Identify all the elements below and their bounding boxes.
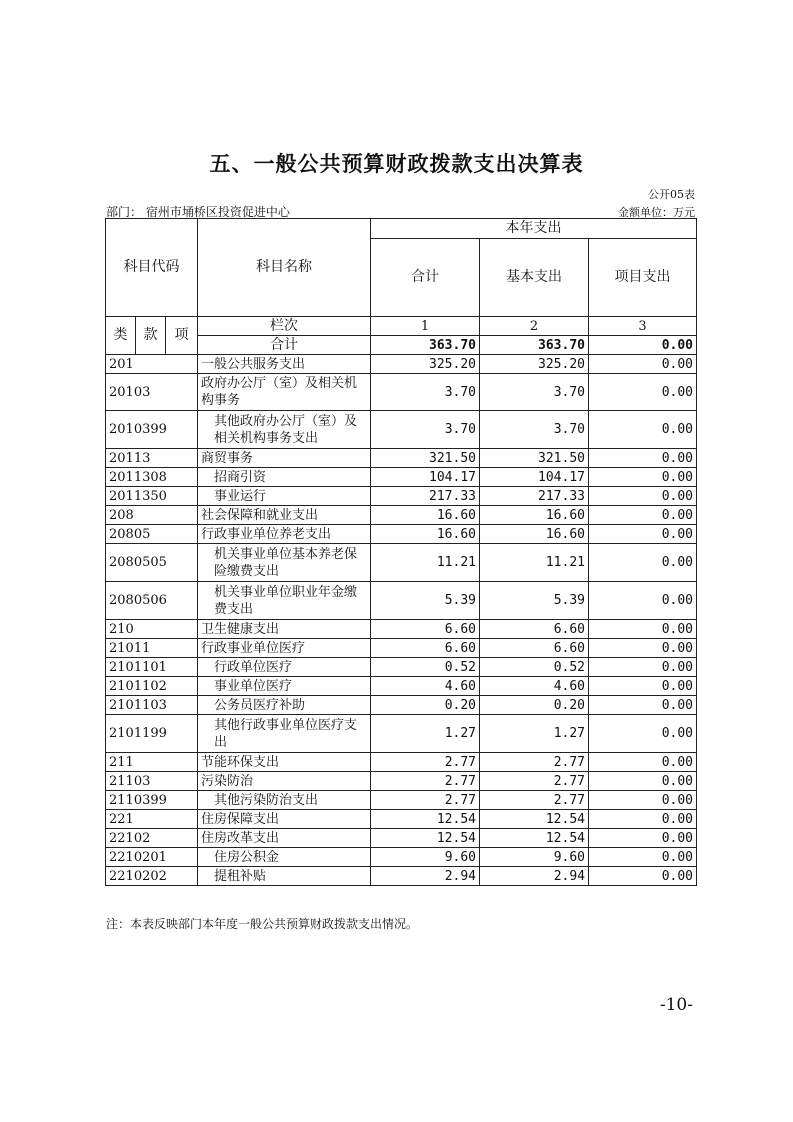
header-xiang: 项: [166, 317, 198, 355]
row-name: 住房保障支出: [198, 810, 371, 829]
row-project: 0.00: [589, 639, 697, 658]
table-row: [106, 753, 697, 772]
header-column-label: 栏次: [198, 317, 371, 336]
row-code: 20805: [106, 525, 198, 544]
row-basic: 6.60: [480, 639, 589, 658]
row-code: 2011350: [106, 487, 198, 506]
row-name: 行政单位医疗: [198, 658, 371, 677]
table-row: [106, 810, 697, 829]
table-row: [106, 772, 697, 791]
row-name: 节能环保支出: [198, 753, 371, 772]
table-row: [106, 658, 697, 677]
header-col3: 3: [589, 317, 697, 336]
row-name: 污染防治: [198, 772, 371, 791]
row-name: 招商引资: [198, 468, 371, 487]
table-row: [106, 677, 697, 696]
row-code: 2101103: [106, 696, 198, 715]
row-code: 210: [106, 620, 198, 639]
row-code: 2080505: [106, 544, 198, 582]
row-basic: 16.60: [480, 525, 589, 544]
row-basic: 11.21: [480, 544, 589, 582]
row-total: 3.70: [371, 374, 480, 411]
table-row: [106, 487, 697, 506]
row-project: 0.00: [589, 753, 697, 772]
row-name: 其他行政事业单位医疗支出: [198, 715, 371, 753]
row-total: 12.54: [371, 810, 480, 829]
row-basic: 325.20: [480, 355, 589, 374]
row-project: 0.00: [589, 468, 697, 487]
row-code: 2110399: [106, 791, 198, 810]
row-basic: 217.33: [480, 487, 589, 506]
row-code: 20103: [106, 374, 198, 411]
department-label: 部门： 宿州市埇桥区投资促进中心: [106, 205, 290, 219]
page-number: -10-: [659, 995, 693, 1015]
row-project: 0.00: [589, 829, 697, 848]
row-project: 0.00: [589, 867, 697, 886]
row-basic: 2.77: [480, 753, 589, 772]
row-total: 325.20: [371, 355, 480, 374]
row-name: 公务员医疗补助: [198, 696, 371, 715]
row-name: 事业单位医疗: [198, 677, 371, 696]
row-name: 一般公共服务支出: [198, 355, 371, 374]
row-project: 0.00: [589, 772, 697, 791]
row-project: 0.00: [589, 810, 697, 829]
table-row: [106, 696, 697, 715]
row-total: 16.60: [371, 506, 480, 525]
row-project: 0.00: [589, 506, 697, 525]
row-code: 22102: [106, 829, 198, 848]
row-code: 208: [106, 506, 198, 525]
row-code: 21011: [106, 639, 198, 658]
row-total: 9.60: [371, 848, 480, 867]
row-name: 事业运行: [198, 487, 371, 506]
table-row: [106, 848, 697, 867]
row-total: 6.60: [371, 639, 480, 658]
row-name: 机关事业单位职业年金缴费支出: [198, 582, 371, 620]
row-project: 0.00: [589, 449, 697, 468]
total-basic: 363.70: [480, 336, 589, 355]
row-code: 2210202: [106, 867, 198, 886]
form-id-label: 公开05表: [648, 188, 695, 201]
row-name: 政府办公厅（室）及相关机构事务: [198, 374, 371, 411]
row-name: 社会保障和就业支出: [198, 506, 371, 525]
row-total: 2.94: [371, 867, 480, 886]
row-project: 0.00: [589, 582, 697, 620]
expenditure-table: [105, 218, 697, 886]
row-total: 3.70: [371, 411, 480, 449]
header-basic: 基本支出: [480, 239, 589, 317]
row-basic: 2.77: [480, 772, 589, 791]
row-name: 住房公积金: [198, 848, 371, 867]
row-project: 0.00: [589, 374, 697, 411]
header-current-year: 本年支出: [371, 219, 697, 239]
header-code: 科目代码: [106, 219, 198, 317]
row-basic: 321.50: [480, 449, 589, 468]
row-total: 104.17: [371, 468, 480, 487]
row-code: 21103: [106, 772, 198, 791]
row-code: 211: [106, 753, 198, 772]
row-name: 行政事业单位医疗: [198, 639, 371, 658]
table-row: [106, 582, 697, 620]
header-name: 科目名称: [198, 219, 371, 317]
row-code: 2011308: [106, 468, 198, 487]
row-basic: 4.60: [480, 677, 589, 696]
row-basic: 6.60: [480, 620, 589, 639]
table-row: [106, 715, 697, 753]
row-project: 0.00: [589, 791, 697, 810]
row-basic: 9.60: [480, 848, 589, 867]
row-basic: 104.17: [480, 468, 589, 487]
table-row: [106, 506, 697, 525]
row-project: 0.00: [589, 411, 697, 449]
header-lei: 类: [106, 317, 136, 355]
row-basic: 0.20: [480, 696, 589, 715]
header-col2: 2: [480, 317, 589, 336]
row-basic: 3.70: [480, 374, 589, 411]
row-name: 行政事业单位养老支出: [198, 525, 371, 544]
table-row: [106, 411, 697, 449]
row-total: 6.60: [371, 620, 480, 639]
row-project: 0.00: [589, 355, 697, 374]
table-row: [106, 525, 697, 544]
row-basic: 3.70: [480, 411, 589, 449]
row-name: 住房改革支出: [198, 829, 371, 848]
row-total: 1.27: [371, 715, 480, 753]
total-label: 合计: [198, 336, 371, 355]
row-total: 2.77: [371, 791, 480, 810]
row-basic: 16.60: [480, 506, 589, 525]
table-row: [106, 468, 697, 487]
header-kuan: 款: [136, 317, 166, 355]
table-row: [106, 829, 697, 848]
row-total: 5.39: [371, 582, 480, 620]
row-name: 机关事业单位基本养老保险缴费支出: [198, 544, 371, 582]
row-code: 2010399: [106, 411, 198, 449]
row-total: 2.77: [371, 753, 480, 772]
table-row: [106, 544, 697, 582]
row-name: 其他政府办公厅（室）及相关机构事务支出: [198, 411, 371, 449]
row-code: 2101101: [106, 658, 198, 677]
row-project: 0.00: [589, 848, 697, 867]
total-project: 0.00: [589, 336, 697, 355]
row-basic: 2.77: [480, 791, 589, 810]
table-row: [106, 639, 697, 658]
row-code: 221: [106, 810, 198, 829]
page-title: 五、一般公共预算财政拨款支出决算表: [209, 152, 584, 176]
row-code: 2080506: [106, 582, 198, 620]
unit-label: 金额单位：万元: [618, 206, 695, 219]
table-row: [106, 867, 697, 886]
row-basic: 1.27: [480, 715, 589, 753]
footnote: 注：本表反映部门本年度一般公共预算财政拨款支出情况。: [106, 917, 419, 931]
row-basic: 5.39: [480, 582, 589, 620]
row-project: 0.00: [589, 696, 697, 715]
row-project: 0.00: [589, 715, 697, 753]
row-basic: 12.54: [480, 829, 589, 848]
row-total: 321.50: [371, 449, 480, 468]
header-project: 项目支出: [589, 239, 697, 317]
row-name: 商贸事务: [198, 449, 371, 468]
total-sum: 363.70: [371, 336, 480, 355]
row-code: 2101199: [106, 715, 198, 753]
row-name: 提租补贴: [198, 867, 371, 886]
table-row: [106, 374, 697, 411]
row-total: 16.60: [371, 525, 480, 544]
table-row: [106, 355, 697, 374]
table-row: [106, 791, 697, 810]
header-total: 合计: [371, 239, 480, 317]
row-total: 2.77: [371, 772, 480, 791]
header-col1: 1: [371, 317, 480, 336]
row-total: 217.33: [371, 487, 480, 506]
row-project: 0.00: [589, 658, 697, 677]
row-basic: 0.52: [480, 658, 589, 677]
row-basic: 2.94: [480, 867, 589, 886]
table-row: [106, 449, 697, 468]
row-total: 0.20: [371, 696, 480, 715]
row-total: 0.52: [371, 658, 480, 677]
row-name: 卫生健康支出: [198, 620, 371, 639]
row-name: 其他污染防治支出: [198, 791, 371, 810]
row-project: 0.00: [589, 525, 697, 544]
table-row: [106, 620, 697, 639]
row-total: 11.21: [371, 544, 480, 582]
row-project: 0.00: [589, 677, 697, 696]
row-project: 0.00: [589, 544, 697, 582]
row-project: 0.00: [589, 487, 697, 506]
row-total: 12.54: [371, 829, 480, 848]
row-project: 0.00: [589, 620, 697, 639]
row-basic: 12.54: [480, 810, 589, 829]
row-code: 20113: [106, 449, 198, 468]
row-total: 4.60: [371, 677, 480, 696]
row-code: 2210201: [106, 848, 198, 867]
row-code: 2101102: [106, 677, 198, 696]
row-code: 201: [106, 355, 198, 374]
